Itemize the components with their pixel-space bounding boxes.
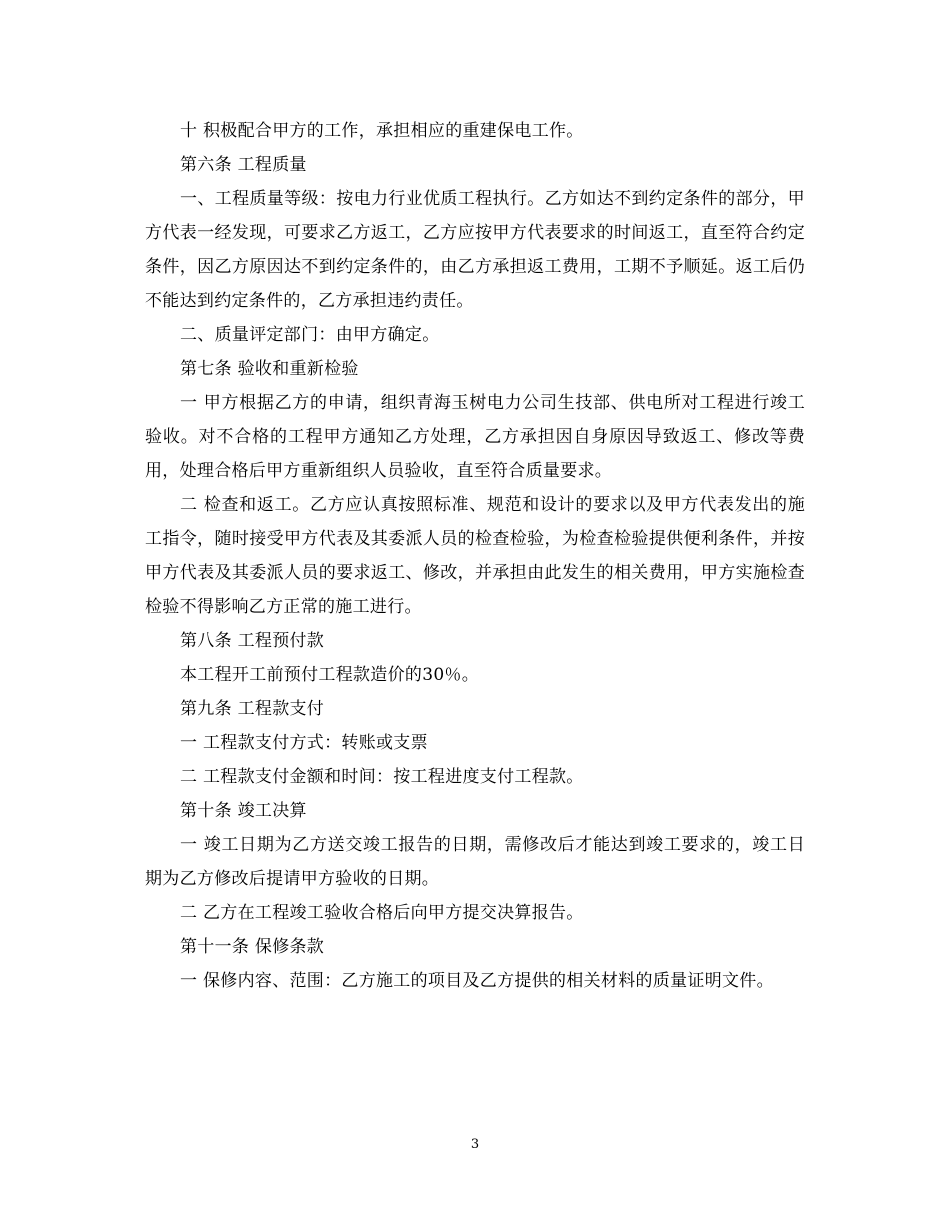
paragraph-acceptance: 一 甲方根据乙方的申请，组织青海玉树电力公司生技部、供电所对工程进行竣工验收。对不合格的工程甲方通知乙方处理，乙方承担因自身原因导致返工、修改等费用，处理合格后甲方重新组织人员验收，直至符合质量要求。 (145, 393, 805, 481)
paragraph-final-report: 二 乙方在工程竣工验收合格后向甲方提交决算报告。 (180, 903, 584, 923)
paragraph-payment-amount: 二 工程款支付金额和时间：按工程进度支付工程款。 (180, 767, 584, 787)
paragraph-advance-payment: 本工程开工前预付工程款造价的30％。 (180, 665, 480, 685)
heading-article-9: 第九条 工程款支付 (180, 699, 325, 719)
paragraph-completion-date: 一 竣工日期为乙方送交竣工报告的日期，需修改后才能达到竣工要求的，竣工日期为乙方修改后提请甲方验收的日期。 (145, 835, 805, 889)
paragraph-payment-method: 一 工程款支付方式：转账或支票 (180, 733, 428, 753)
paragraph-inspection-rework: 二 检查和返工。乙方应认真按照标准、规范和设计的要求以及甲方代表发出的施工指令，随时接受甲方代表及其委派人员的检查检验，为检查检验提供便利条件，并按甲方代表及其委派人员的要求返工、修改，并承担由此发生的相关费用，甲方实施检查检验不得影响乙方正常的施工进行。 (145, 495, 805, 617)
document-body (145, 114, 805, 998)
heading-article-8: 第八条 工程预付款 (180, 631, 325, 651)
paragraph-quality-department: 二、质量评定部门：由甲方确定。 (180, 325, 440, 345)
paragraph-clause-10: 十 积极配合甲方的工作，承担相应的重建保电工作。 (180, 121, 584, 141)
paragraph-quality-grade: 一、工程质量等级：按电力行业优质工程执行。乙方如达不到约定条件的部分，甲方代表一经发现，可要求乙方返工，乙方应按甲方代表要求的时间返工，直至符合约定条件，因乙方原因达不到约定条件的，由乙方承担返工费用，工期不予顺延。返工后仍不能达到约定条件的，乙方承担违约责任。 (145, 189, 805, 311)
heading-article-7: 第七条 验收和重新检验 (180, 359, 359, 379)
paragraph-warranty-scope: 一 保修内容、范围：乙方施工的项目及乙方提供的相关材料的质量证明文件。 (180, 971, 774, 991)
heading-article-11: 第十一条 保修条款 (180, 937, 325, 957)
page-number: 3 (470, 1137, 480, 1152)
heading-article-10: 第十条 竣工决算 (180, 801, 307, 821)
heading-article-6: 第六条 工程质量 (180, 155, 307, 175)
